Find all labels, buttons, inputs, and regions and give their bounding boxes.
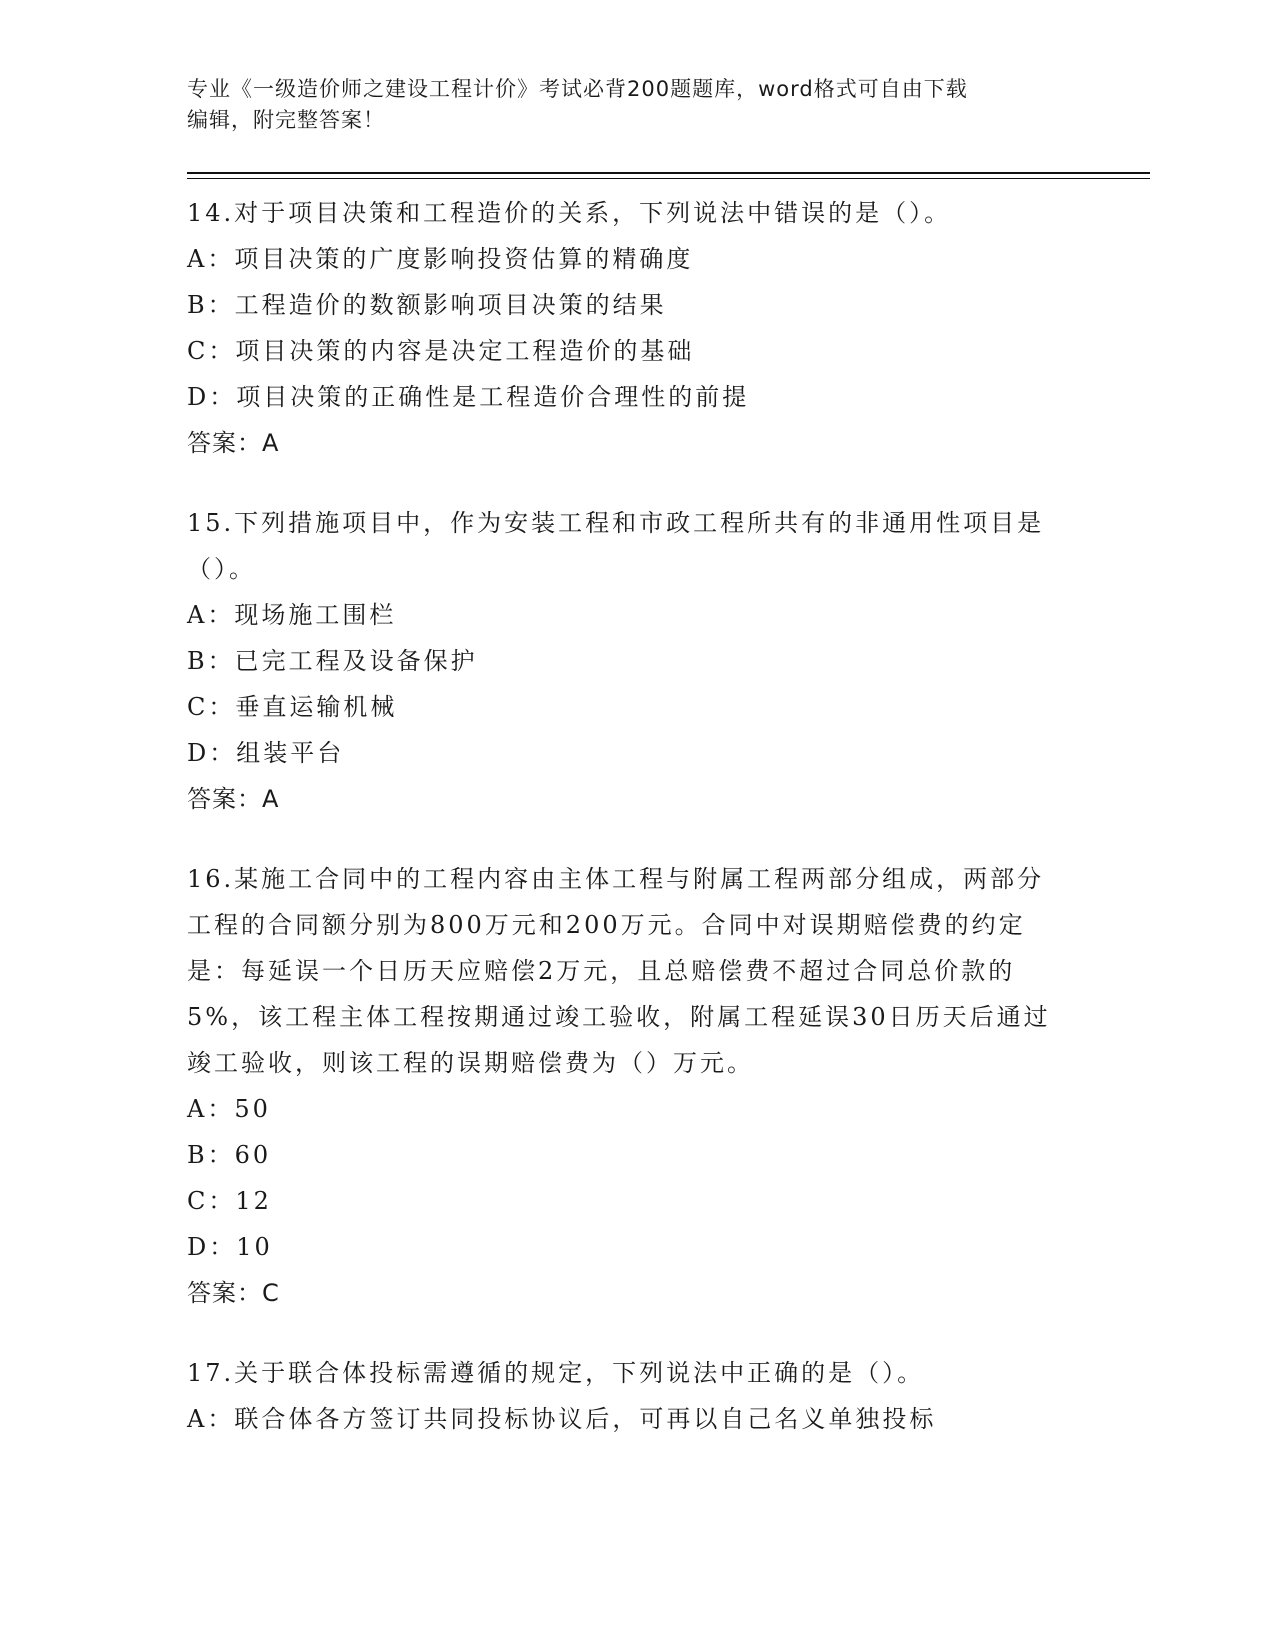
question-stem: 17.关于联合体投标需遵循的规定，下列说法中正确的是（）。 xyxy=(187,1359,925,1387)
option-d: D：项目决策的正确性是工程造价合理性的前提 xyxy=(187,383,750,411)
option-b: B：已完工程及设备保护 xyxy=(187,647,478,675)
option-c: C：垂直运输机械 xyxy=(187,693,398,721)
question-16 xyxy=(187,856,1087,1316)
option-a: A：项目决策的广度影响投资估算的精确度 xyxy=(187,245,694,273)
option-d: D：组装平台 xyxy=(187,739,345,767)
header-line-1: 专业《一级造价师之建设工程计价》考试必背200题题库，word格式可自由下载 xyxy=(187,77,968,101)
answer-line: 答案：A xyxy=(187,429,280,457)
question-17 xyxy=(187,1350,1087,1442)
answer-line: 答案：C xyxy=(187,1279,280,1307)
header-divider-thin xyxy=(187,178,1150,179)
header-line-2: 编辑，附完整答案！ xyxy=(187,108,385,132)
option-a: A：联合体各方签订共同投标协议后，可再以自己名义单独投标 xyxy=(187,1405,937,1433)
question-stem: 16.某施工合同中的工程内容由主体工程与附属工程两部分组成，两部分工程的合同额分别为800万元和200万元。合同中对误期赔偿费的约定是：每延误一个日历天应赔偿2万元，且总赔偿费不超过合同总价款的5%，该工程主体工程按期通过竣工验收，附属工程延误30日历天后通过竣工验收，则该工程的误期赔偿费为（）万元。 xyxy=(187,865,1051,1077)
document-header xyxy=(187,74,1067,136)
option-b: B：工程造价的数额影响项目决策的结果 xyxy=(187,291,667,319)
question-list xyxy=(187,190,1087,1476)
header-divider-thick xyxy=(187,172,1150,174)
option-a: A：50 xyxy=(187,1095,271,1123)
answer-line: 答案：A xyxy=(187,785,280,813)
option-c: C：12 xyxy=(187,1187,272,1215)
option-a: A：现场施工围栏 xyxy=(187,601,397,629)
question-stem: 15.下列措施项目中，作为安装工程和市政工程所共有的非通用性项目是（）。 xyxy=(187,509,1045,583)
question-14 xyxy=(187,190,1087,466)
question-15 xyxy=(187,500,1087,822)
option-b: B：60 xyxy=(187,1141,272,1169)
option-d: D：10 xyxy=(187,1233,273,1261)
option-c: C：项目决策的内容是决定工程造价的基础 xyxy=(187,337,695,365)
question-stem: 14.对于项目决策和工程造价的关系，下列说法中错误的是（）。 xyxy=(187,199,952,227)
